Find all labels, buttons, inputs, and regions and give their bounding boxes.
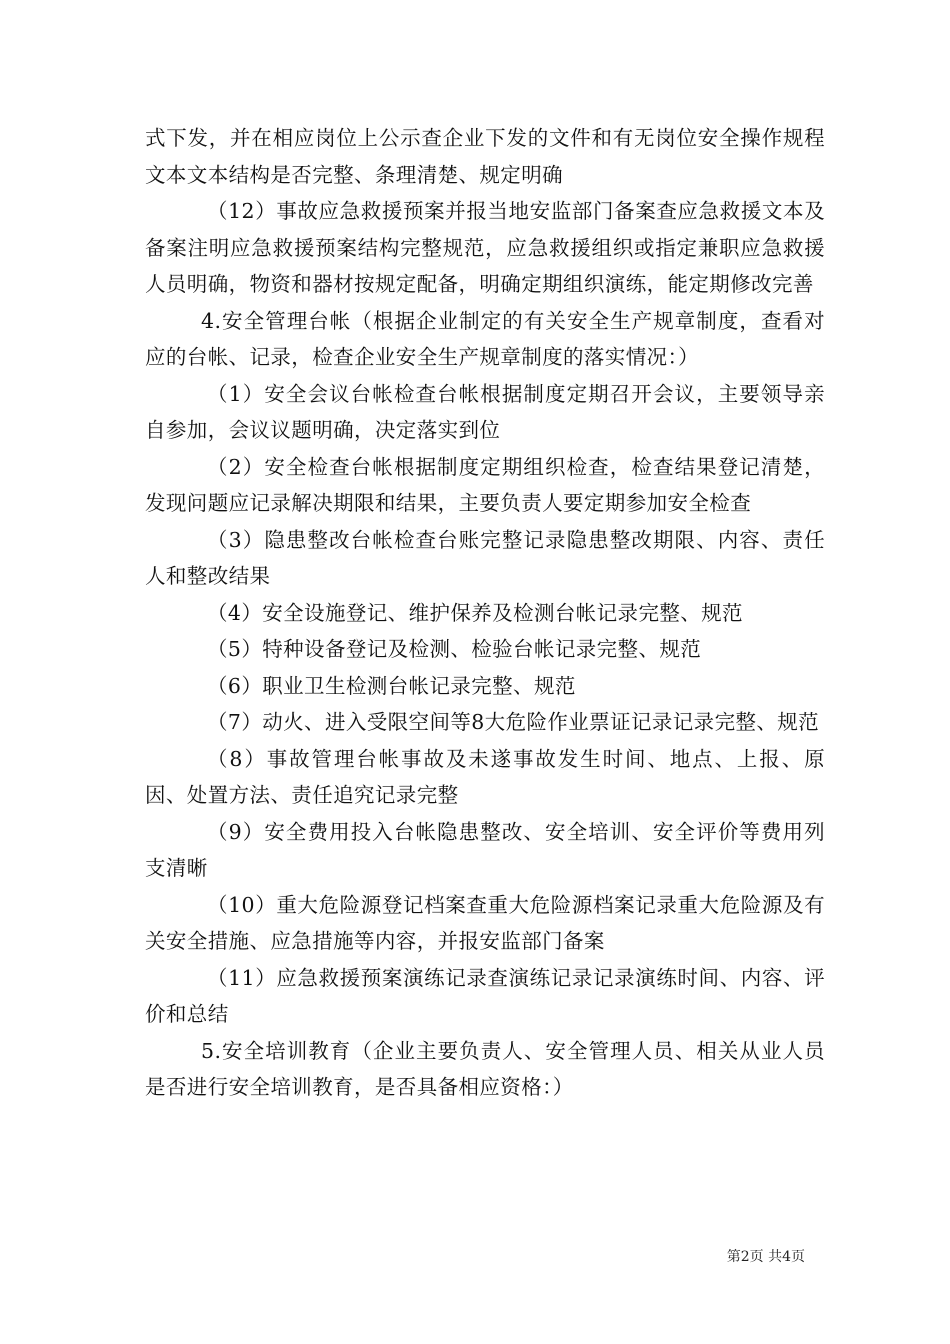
paragraph-item-11: （11）应急救援预案演练记录查演练记录记录演练时间、内容、评价和总结 <box>145 965 825 1026</box>
paragraph-item-10: （10）重大危险源登记档案查重大危险源档案记录重大危险源及有关安全措施、应急措施等内容，并报安监部门备案 <box>145 892 825 953</box>
section-heading-5: 5.安全培训教育（企业主要负责人、安全管理人员、相关从业人员是否进行安全培训教育，是否具备相应资格：） <box>145 1038 825 1099</box>
paragraph-item-6: （6）职业卫生检测台帐记录完整、规范 <box>207 673 576 698</box>
page-footer: 第2页 共4页 <box>726 1249 805 1265</box>
paragraph-item-9: （9）安全费用投入台帐隐患整改、安全培训、安全评价等费用列支清晰 <box>145 819 825 880</box>
paragraph-item-1: （1）安全会议台帐检查台帐根据制度定期召开会议，主要领导亲自参加，会议议题明确，决定落实到位 <box>145 381 825 442</box>
paragraph-item-8: （8）事故管理台帐事故及未遂事故发生时间、地点、上报、原因、处置方法、责任追究记录完整 <box>145 746 825 807</box>
paragraph-item-5: （5）特种设备登记及检测、检验台帐记录完整、规范 <box>207 637 702 661</box>
section-heading-4: 4.安全管理台帐（根据企业制定的有关安全生产规章制度，查看对应的台帐、记录，检查企业安全生产规章制度的落实情况：） <box>145 308 825 369</box>
paragraph-item-2: （2）安全检查台帐根据制度定期组织检查，检查结果登记清楚，发现问题应记录解决期限和结果，主要负责人要定期参加安全检查 <box>145 454 825 515</box>
paragraph-item-7: （7）动火、进入受限空间等8大危险作业票证记录记录完整、规范 <box>207 710 820 734</box>
paragraph-item-12: （12）事故应急救援预案并报当地安监部门备案查应急救援文本及备案注明应急救援预案结构完整规范，应急救援组织或指定兼职应急救援人员明确，物资和器材按规定配备，明确定期组织演练，能定期修改完善 <box>145 199 825 296</box>
paragraph-continuation: 式下发，并在相应岗位上公示查企业下发的文件和有无岗位安全操作规程文本文本结构是否完整、条理清楚、规定明确 <box>145 126 825 187</box>
document-body <box>145 120 825 1106</box>
paragraph-item-3: （3）隐患整改台帐检查台账完整记录隐患整改期限、内容、责任人和整改结果 <box>145 527 825 588</box>
paragraph-item-4: （4）安全设施登记、维护保养及检测台帐记录完整、规范 <box>207 600 743 625</box>
